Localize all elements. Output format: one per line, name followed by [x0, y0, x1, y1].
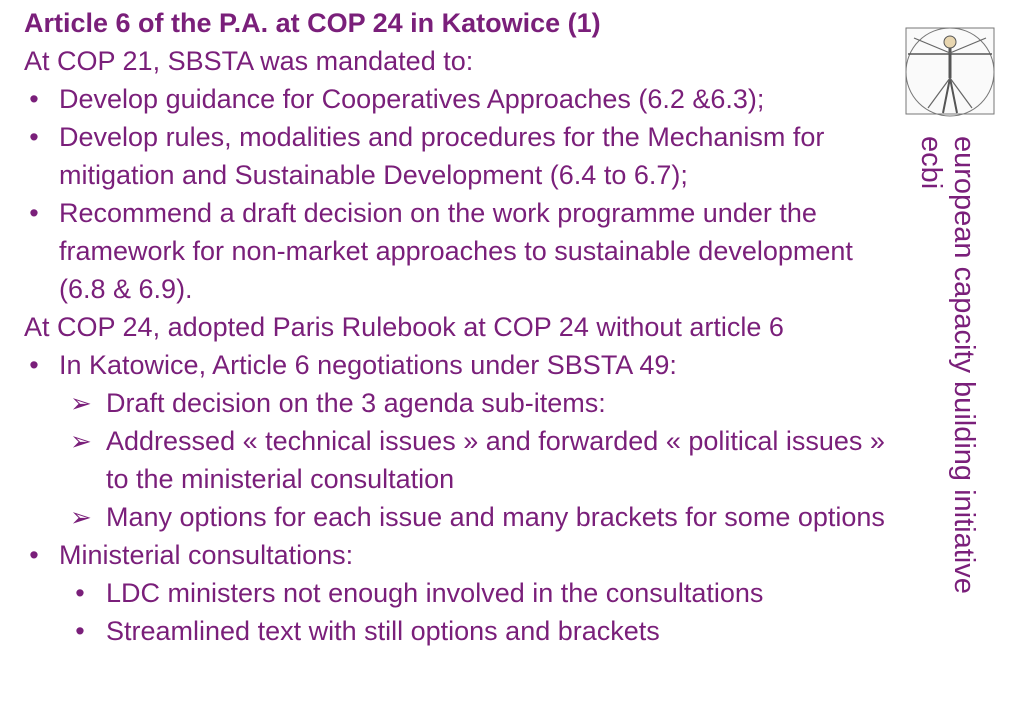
- arrow-bullet-icon: ➢: [70, 388, 92, 418]
- list-item: [24, 384, 904, 422]
- list-item: [24, 118, 904, 194]
- list-item: [24, 80, 904, 118]
- mandate-item-text: Recommend a draft decision on the work programme under the framework for non-market approaches to sustainable development (6.8 & 6.9).: [59, 198, 853, 304]
- bullet-icon: •: [29, 122, 39, 152]
- slide-content: [24, 4, 904, 650]
- list-item: [24, 574, 904, 612]
- organization-branding: [914, 136, 980, 594]
- katowice-subitem-text: Many options for each issue and many brackets for some options: [106, 502, 885, 532]
- intro-cop24: At COP 24, adopted Paris Rulebook at COP 24 without article 6: [24, 312, 784, 342]
- katowice-subitem-text: Addressed « technical issues » and forwarded « political issues » to the ministerial consultation: [106, 426, 885, 494]
- mandate-item-text: Develop guidance for Cooperatives Approaches (6.2 &6.3);: [59, 84, 765, 114]
- list-item: [24, 498, 904, 536]
- list-item: [24, 422, 904, 498]
- ministerial-subitem-text: LDC ministers not enough involved in the consultations: [106, 578, 764, 608]
- intro-cop21: At COP 21, SBSTA was mandated to:: [24, 46, 474, 76]
- list-item: [24, 536, 904, 574]
- arrow-bullet-icon: ➢: [70, 426, 92, 456]
- bullet-icon: •: [29, 84, 39, 114]
- bullet-icon: •: [29, 350, 39, 380]
- org-acronym: ecbi: [915, 136, 947, 190]
- list-item: [24, 194, 904, 308]
- bullet-icon: •: [75, 616, 85, 646]
- ministerial-item-text: Ministerial consultations:: [59, 540, 354, 570]
- mandate-item-text: Develop rules, modalities and procedures for the Mechanism for mitigation and Sustainable Development (6.4 to 6.7);: [59, 122, 825, 190]
- list-item: [24, 612, 904, 650]
- arrow-bullet-icon: ➢: [70, 502, 92, 532]
- list-item: [24, 346, 904, 384]
- org-name: european capacity building initiative: [948, 136, 980, 594]
- ministerial-subitem-text: Streamlined text with still options and brackets: [106, 616, 660, 646]
- bullet-icon: •: [29, 198, 39, 228]
- katowice-item-text: In Katowice, Article 6 negotiations under SBSTA 49:: [59, 350, 677, 380]
- bullet-icon: •: [29, 540, 39, 570]
- katowice-subitem-text: Draft decision on the 3 agenda sub-items:: [106, 388, 606, 418]
- slide-title: Article 6 of the P.A. at COP 24 in Katowice (1): [24, 8, 601, 38]
- vitruvian-man-icon: [900, 22, 1000, 120]
- bullet-icon: •: [75, 578, 85, 608]
